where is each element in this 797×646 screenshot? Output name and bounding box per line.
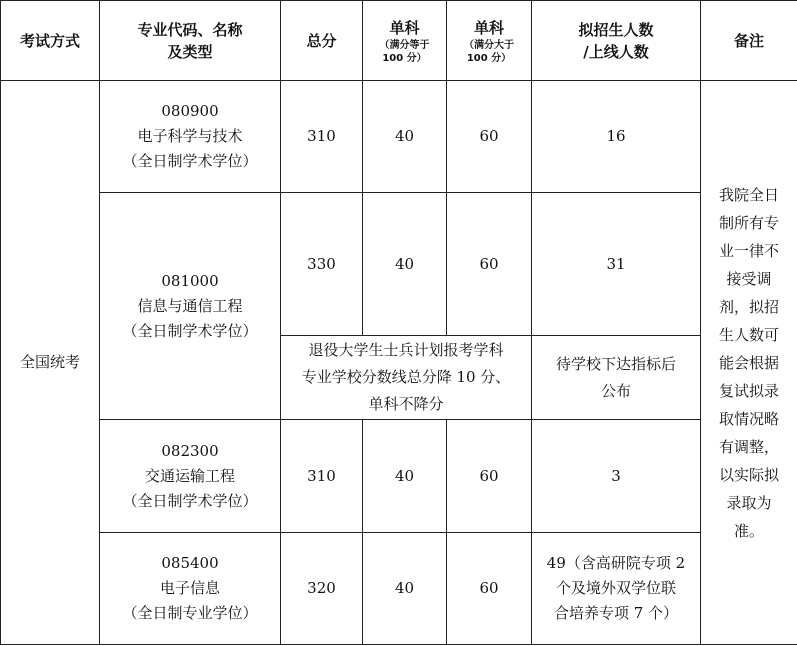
veteran-note-line: 退役大学生士兵计划报考学科	[308, 341, 504, 359]
remark-line: 准。	[733, 521, 764, 540]
remark-line: 接受调	[726, 269, 772, 288]
program-code: 081000	[161, 271, 219, 290]
header-program	[100, 1, 281, 81]
program-code: 082300	[161, 441, 219, 460]
remark-line: 制所有专	[718, 213, 779, 232]
program-type: （全日制学术学位）	[122, 491, 258, 510]
header-single-le-title: 单科	[389, 18, 420, 37]
quota-cell: 31	[532, 193, 701, 336]
program-type: （全日制学术学位）	[122, 321, 258, 340]
header-single-gt-title: 单科	[473, 18, 504, 37]
table-row	[1, 420, 797, 533]
remark-line: 复试拟录	[718, 381, 779, 400]
veteran-quota-line: 待学校下达指标后	[555, 354, 676, 373]
table-row	[1, 193, 797, 336]
quota-cell: 3	[532, 420, 701, 533]
program-name: 信息与通信工程	[137, 296, 243, 315]
single-le-cell: 40	[363, 420, 447, 533]
remark-line: 取情况略	[718, 409, 779, 428]
program-cell	[100, 193, 281, 420]
quota-line: 合培养专项 7 个）	[553, 604, 679, 622]
header-single-le-note1: （满分等于	[379, 39, 430, 51]
veteran-quota-line: 公布	[600, 381, 631, 400]
program-type: （全日制专业学位）	[122, 604, 258, 622]
header-single-le-note2: 100 分）	[382, 52, 427, 64]
total-score-cell: 310	[281, 420, 363, 533]
veteran-quota-cell	[532, 336, 701, 420]
remark-line: 有调整，	[718, 437, 779, 456]
remark-cell	[701, 81, 797, 645]
table-row	[1, 533, 797, 645]
total-score-cell: 330	[281, 193, 363, 336]
header-program-line2: 及类型	[167, 42, 213, 61]
single-le-cell: 40	[363, 193, 447, 336]
quota-line: 49（含高研院专项 2	[546, 554, 686, 572]
header-remark: 备注	[701, 1, 797, 81]
program-code: 080900	[161, 102, 219, 120]
exam-mode-cell: 全国统考	[1, 81, 100, 645]
program-code: 085400	[161, 554, 219, 572]
veteran-note-line: 单科不降分	[368, 395, 444, 413]
quota-line: 个及境外双学位联	[555, 579, 676, 597]
header-program-line1: 专业代码、名称	[137, 20, 243, 39]
remark-line: 录取为	[726, 493, 772, 512]
header-row	[1, 1, 797, 81]
program-cell	[100, 81, 281, 193]
remark-line: 业一律不	[718, 241, 779, 260]
header-single-gt-note2: 100 分）	[466, 52, 512, 64]
total-score-cell: 320	[281, 533, 363, 645]
total-score-cell: 310	[281, 81, 363, 193]
remark-line: 以实际拟	[718, 465, 779, 484]
program-name: 交通运输工程	[144, 466, 235, 485]
veteran-note-line: 专业学校分数线总分降 10 分、	[301, 368, 511, 386]
single-le-cell: 40	[363, 81, 447, 193]
remark-line: 剂，拟招	[718, 297, 779, 316]
single-gt-cell: 60	[447, 81, 532, 193]
header-single-gt-note1: （满分大于	[464, 39, 514, 51]
program-type: （全日制学术学位）	[122, 152, 258, 170]
quota-cell	[532, 533, 701, 645]
remark-line: 生人数可	[718, 325, 779, 344]
program-name: 电子信息	[159, 579, 220, 597]
remark-line: 能会根据	[718, 353, 779, 372]
single-gt-cell: 60	[447, 533, 532, 645]
header-exam-mode: 考试方式	[1, 1, 100, 81]
header-quota-line2: /上线人数	[583, 42, 649, 61]
single-gt-cell: 60	[447, 193, 532, 336]
veteran-note-cell	[281, 336, 532, 420]
table-row	[1, 81, 797, 193]
program-cell	[100, 420, 281, 533]
header-quota	[532, 1, 701, 81]
header-single-le	[363, 1, 447, 81]
header-quota-line1: 拟招生人数	[578, 20, 654, 39]
remark-line: 我院全日	[718, 185, 779, 204]
header-total: 总分	[281, 1, 363, 81]
single-le-cell: 40	[363, 533, 447, 645]
program-name: 电子科学与技术	[137, 127, 243, 145]
single-gt-cell: 60	[447, 420, 532, 533]
program-cell	[100, 533, 281, 645]
header-single-gt	[447, 1, 532, 81]
quota-cell: 16	[532, 81, 701, 193]
